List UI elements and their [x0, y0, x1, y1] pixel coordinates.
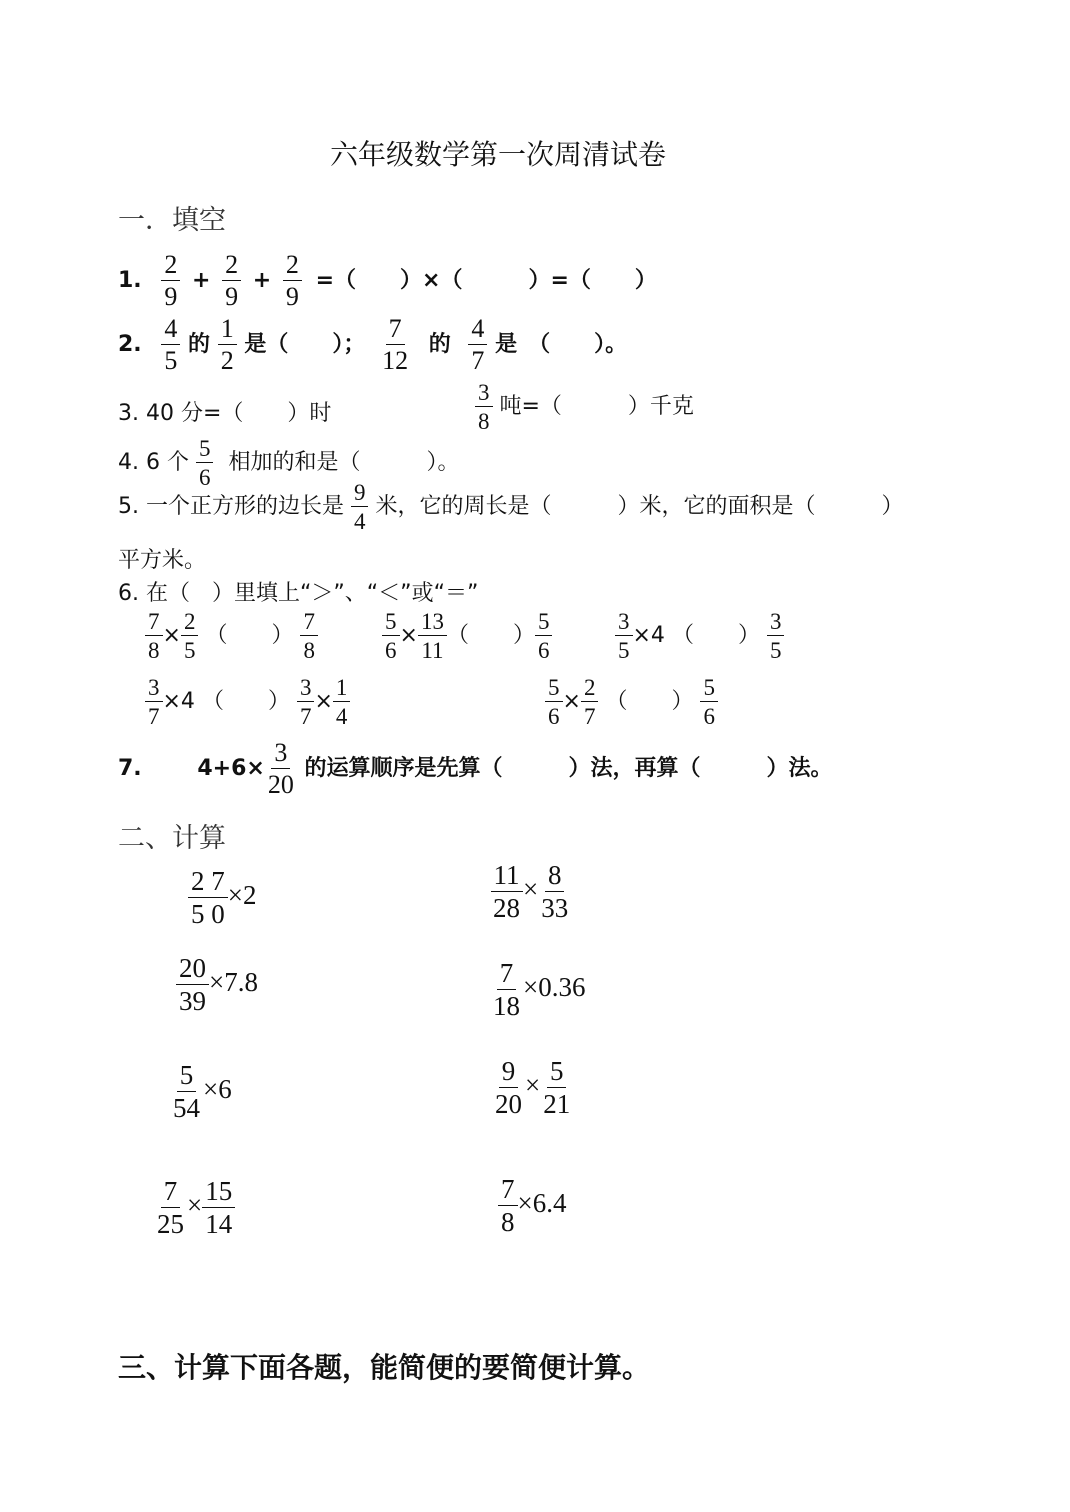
fraction: $\frac{4}{5}$ [161, 316, 180, 374]
calc-expression: ×7.8 [209, 967, 258, 998]
fraction: $\frac{3}{5}$ [615, 610, 633, 662]
question-text: 吨=（ ）千克 [499, 394, 694, 419]
fraction: $\frac{8}{33}$ [541, 860, 569, 923]
fraction: $\frac{7}{25}$ [157, 1176, 184, 1239]
question-text: 4+6× [197, 756, 265, 781]
fraction: $\frac{3}{5}$ [767, 610, 785, 662]
fraction: $\frac{3}{20}$ [267, 738, 294, 799]
fraction: $\frac{2 7}{5 0}$ [188, 868, 228, 928]
fraction: $\frac{7}{8}$ [145, 610, 163, 662]
times-sign: × [314, 689, 333, 714]
fraction: $\frac{3}{8}$ [475, 381, 493, 433]
fraction: $\frac{7}{18}$ [493, 958, 520, 1021]
question-1 [118, 252, 657, 310]
calc-expression: ×6.4 [517, 1188, 567, 1219]
question-text: ×4 [162, 689, 195, 714]
compare-item [615, 610, 784, 662]
question-text: 4. 6 个 [118, 450, 189, 475]
question-text: 的 [188, 332, 211, 357]
question-text: 的 [428, 332, 451, 357]
fraction: $\frac{1}{4}$ [333, 676, 351, 728]
fraction: $\frac{7}{8}$ [300, 610, 318, 662]
question-6: 6. 在（ ）里填上“＞”、“＜”或“＝” [118, 581, 479, 606]
question-3-part-b [475, 381, 694, 433]
answer-blank[interactable]: （ ） [605, 689, 694, 714]
calc-item-1 [188, 868, 256, 928]
answer-blank[interactable]: （ ） [205, 623, 294, 648]
fraction: $\frac{20}{39}$ [176, 955, 209, 1015]
fraction: $\frac{13}{11}$ [418, 610, 447, 662]
question-number: 1. [118, 268, 142, 293]
fraction: $\frac{1}{2}$ [218, 316, 237, 374]
calc-expression: ×6 [203, 1074, 232, 1105]
compare-item [382, 610, 552, 662]
compare-item [145, 676, 350, 728]
calc-item-5 [170, 1062, 232, 1122]
question-7 [118, 740, 833, 798]
question-text: ×4 [632, 623, 665, 648]
fraction: $\frac{2}{9}$ [161, 252, 180, 310]
fraction: $\frac{11}{28}$ [490, 862, 523, 922]
fraction: $\frac{15}{14}$ [202, 1178, 235, 1238]
calc-item-3 [176, 955, 258, 1015]
fraction: $\frac{9}{20}$ [495, 1056, 522, 1119]
fraction: $\frac{5}{6}$ [382, 610, 400, 662]
plus-sign: + [192, 268, 211, 293]
question-5-continued: 平方米。 [118, 548, 207, 573]
answer-blank[interactable]: （ ） [671, 623, 760, 648]
calc-expression: × [523, 874, 539, 905]
question-3-part-a: 3. 40 分=（ ）时 [118, 401, 332, 426]
fraction: $\frac{3}{7}$ [145, 676, 163, 728]
fraction: $\frac{9}{4}$ [351, 481, 369, 533]
calc-expression: × [187, 1190, 203, 1221]
calc-item-4 [490, 960, 585, 1020]
calc-expression: ×2 [227, 880, 257, 911]
calc-item-6 [492, 1058, 573, 1118]
fraction: $\frac{5}{6}$ [545, 676, 563, 728]
section-3-heading: 三、计算下面各题，能简便的要简便计算。 [118, 1351, 651, 1384]
fraction: $\frac{2}{9}$ [222, 252, 241, 310]
fraction: $\frac{5}{6}$ [196, 437, 214, 489]
fraction: $\frac{5}{6}$ [700, 676, 718, 728]
fraction: $\frac{5}{6}$ [535, 610, 553, 662]
calc-item-2 [490, 862, 571, 922]
compare-item [545, 676, 718, 728]
fraction: $\frac{5}{21}$ [543, 1056, 571, 1119]
question-text: 米，它的周长是（ ）米，它的面积是（ ） [375, 494, 904, 519]
question-number: 2. [118, 332, 142, 357]
fraction: $\frac{3}{7}$ [297, 676, 315, 728]
question-text: 是（ ）； [244, 332, 366, 357]
fraction: $\frac{2}{7}$ [581, 676, 599, 728]
answer-blank[interactable]: （ ） [446, 623, 535, 648]
calc-item-7 [154, 1178, 235, 1238]
question-text: 的运算顺序是先算（ ）法，再算（ ）法。 [304, 756, 833, 781]
answer-blank[interactable]: （ ） [201, 689, 290, 714]
calc-item-8 [498, 1176, 566, 1236]
plus-sign: + [252, 268, 272, 293]
question-2 [118, 316, 627, 374]
fraction: $\frac{4}{7}$ [468, 316, 487, 374]
times-sign: × [399, 623, 418, 648]
question-text: 相加的和是（ ）。 [228, 450, 460, 475]
compare-item [145, 610, 318, 662]
times-sign: × [162, 623, 181, 648]
times-sign: × [562, 689, 581, 714]
calc-expression: ×0.36 [523, 972, 586, 1003]
question-text: 是 （ ）。 [495, 332, 628, 357]
section-2-heading: 二、计算 [118, 823, 226, 854]
calc-expression: × [525, 1070, 541, 1101]
question-text: =（ ）×（ ）=（ ） [315, 268, 657, 293]
fraction: $\frac{2}{9}$ [283, 252, 302, 310]
question-text: 5. 一个正方形的边长是 [118, 494, 344, 519]
fraction: $\frac{2}{5}$ [181, 610, 199, 662]
question-5 [118, 481, 904, 533]
question-number: 7. [118, 756, 142, 781]
fraction: $\frac{7}{8}$ [498, 1176, 518, 1236]
fraction: $\frac{7}{12}$ [382, 314, 409, 375]
section-1-heading: 一．填空 [118, 205, 226, 236]
page-title: 六年级数学第一次周清试卷 [330, 138, 667, 171]
fraction: $\frac{5}{54}$ [173, 1060, 200, 1123]
